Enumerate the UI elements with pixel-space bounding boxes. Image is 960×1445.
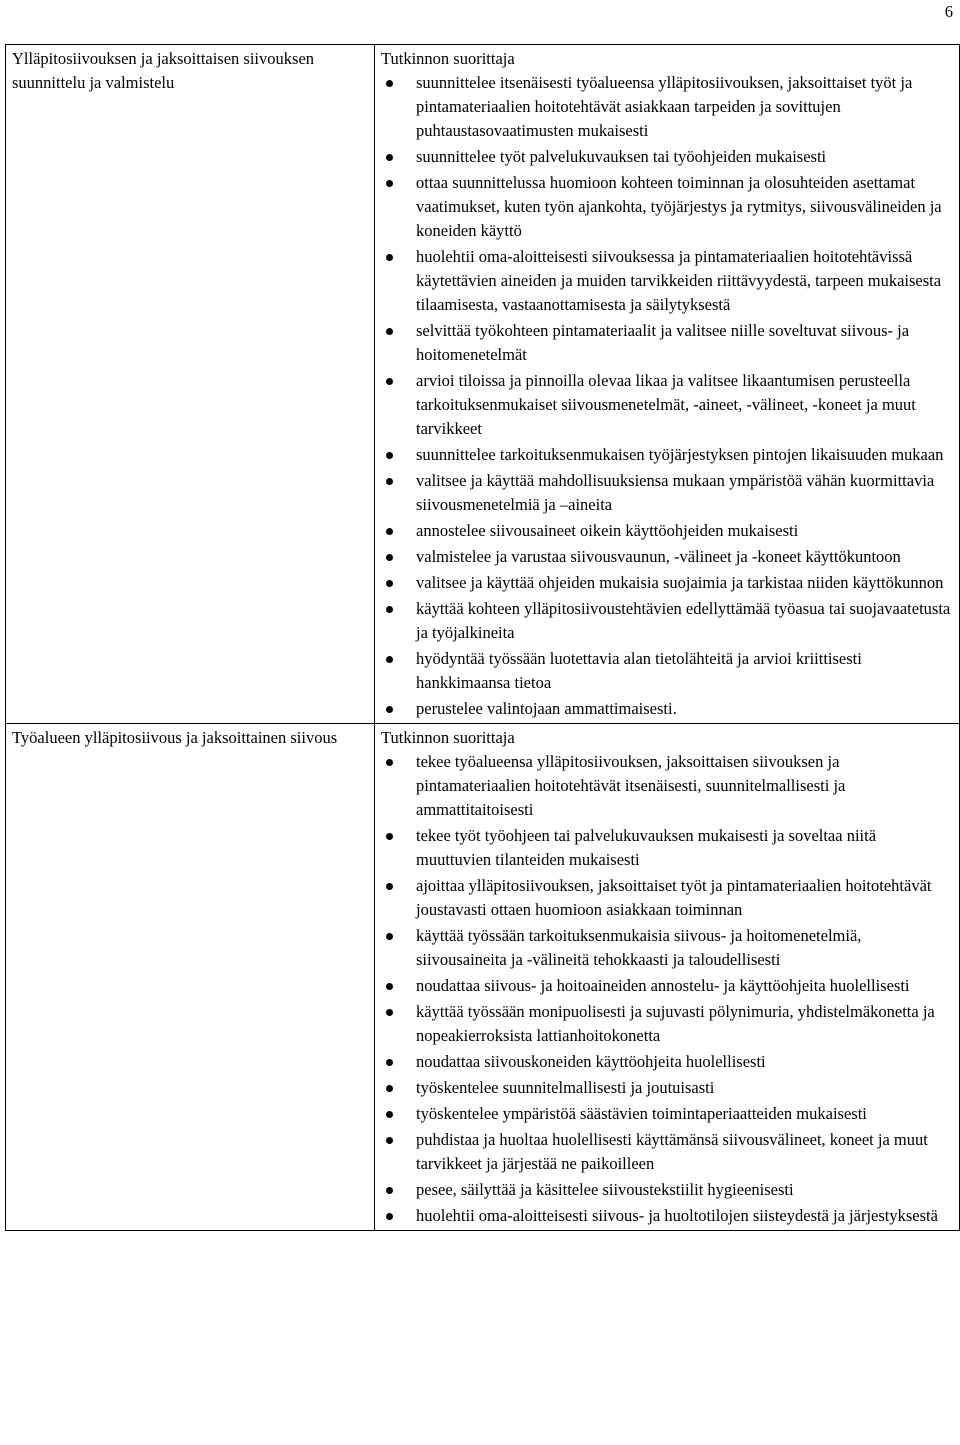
criteria-item	[381, 519, 953, 543]
bullet-icon	[386, 706, 393, 713]
criteria-item-text: huolehtii oma-aloitteisesti siivous- ja huoltotilojen siisteydestä ja järjestyksestä	[416, 1206, 938, 1225]
criteria-item	[381, 571, 953, 595]
criteria-row	[6, 45, 960, 724]
row-intro: Tutkinnon suorittaja	[381, 728, 515, 747]
criteria-item	[381, 1178, 953, 1202]
bullet-icon	[386, 180, 393, 187]
criteria-item	[381, 824, 953, 872]
criteria-item-text: tekee työalueensa ylläpitosiivouksen, jaksoittaisen siivouksen ja pintamateriaalien hoitotehtävät itsenäisesti, suunnitelmallisesti ja ammattitaitoisesti	[416, 752, 846, 819]
criteria-item-text: työskentelee ympäristöä säästävien toimintaperiaatteiden mukaisesti	[416, 1104, 867, 1123]
row-content-cell	[375, 724, 960, 1231]
bullet-icon	[386, 328, 393, 335]
criteria-list	[381, 750, 953, 1228]
row-label-cell	[6, 724, 375, 1231]
criteria-item	[381, 1000, 953, 1048]
criteria-row	[6, 724, 960, 1231]
criteria-table-body	[6, 45, 960, 1231]
bullet-icon	[386, 80, 393, 87]
criteria-item-text: annostelee siivousaineet oikein käyttöohjeiden mukaisesti	[416, 521, 799, 540]
criteria-item-text: käyttää kohteen ylläpitosiivoustehtävien edellyttämää työasua tai suojavaatetusta ja työjalkineita	[416, 599, 951, 642]
bullet-icon	[386, 378, 393, 385]
criteria-item-text: noudattaa siivous- ja hoitoaineiden annostelu- ja käyttöohjeita huolellisesti	[416, 976, 910, 995]
bullet-icon	[386, 983, 393, 990]
criteria-item	[381, 469, 953, 517]
bullet-icon	[386, 1213, 393, 1220]
row-content-cell	[375, 45, 960, 724]
criteria-item-text: suunnittelee työt palvelukuvauksen tai työohjeiden mukaisesti	[416, 147, 827, 166]
criteria-item	[381, 319, 953, 367]
criteria-table	[5, 44, 960, 1231]
bullet-icon	[386, 606, 393, 613]
criteria-item	[381, 369, 953, 441]
criteria-item-text: ajoittaa ylläpitosiivouksen, jaksoittaiset työt ja pintamateriaalien hoitotehtävät joustavasti ottaen huomioon asiakkaan toiminnan	[416, 876, 932, 919]
criteria-item-text: pesee, säilyttää ja käsittelee siivoustekstiilit hygieenisesti	[416, 1180, 794, 1199]
bullet-icon	[386, 528, 393, 535]
bullet-icon	[386, 254, 393, 261]
criteria-item-text: valitsee ja käyttää mahdollisuuksiensa mukaan ympäristöä vähän kuormittavia siivousmenetelmiä ja –aineita	[416, 471, 935, 514]
bullet-icon	[386, 554, 393, 561]
row-label: Ylläpitosiivouksen ja jaksoittaisen siivouksen suunnittelu ja valmistelu	[12, 49, 315, 92]
bullet-icon	[386, 759, 393, 766]
criteria-item-text: suunnittelee tarkoituksenmukaisen työjärjestyksen pintojen likaisuuden mukaan	[416, 445, 944, 464]
criteria-item	[381, 245, 953, 317]
criteria-item	[381, 597, 953, 645]
bullet-icon	[386, 883, 393, 890]
criteria-item-text: tekee työt työohjeen tai palvelukuvauksen mukaisesti ja soveltaa niitä muuttuvien tilanteiden mukaisesti	[416, 826, 877, 869]
criteria-item-text: noudattaa siivouskoneiden käyttöohjeita huolellisesti	[416, 1052, 766, 1071]
criteria-item	[381, 924, 953, 972]
page-number: 6	[944, 2, 953, 21]
criteria-item	[381, 1076, 953, 1100]
criteria-item-text: puhdistaa ja huoltaa huolellisesti käyttämänsä siivousvälineet, koneet ja muut tarvikkeet ja järjestää ne paikoilleen	[416, 1130, 928, 1173]
criteria-item-text: käyttää työssään tarkoituksenmukaisia siivous- ja hoitomenetelmiä, siivousaineita ja -välineitä tehokkaasti ja taloudellisesti	[416, 926, 862, 969]
criteria-item-text: valitsee ja käyttää ohjeiden mukaisia suojaimia ja tarkistaa niiden käyttökunnon	[416, 573, 944, 592]
bullet-icon	[386, 452, 393, 459]
criteria-item	[381, 443, 953, 467]
bullet-icon	[386, 1137, 393, 1144]
bullet-icon	[386, 1059, 393, 1066]
criteria-item	[381, 1128, 953, 1176]
row-label: Työalueen ylläpitosiivous ja jaksoittainen siivous	[12, 728, 338, 747]
criteria-item	[381, 647, 953, 695]
bullet-icon	[386, 1111, 393, 1118]
criteria-item	[381, 750, 953, 822]
bullet-icon	[386, 1009, 393, 1016]
criteria-item-text: työskentelee suunnitelmallisesti ja joutuisasti	[416, 1078, 715, 1097]
criteria-item	[381, 697, 953, 721]
bullet-icon	[386, 478, 393, 485]
bullet-icon	[386, 656, 393, 663]
criteria-item	[381, 1050, 953, 1074]
bullet-icon	[386, 580, 393, 587]
criteria-item	[381, 974, 953, 998]
criteria-item	[381, 1204, 953, 1228]
criteria-item	[381, 171, 953, 243]
criteria-item-text: ottaa suunnittelussa huomioon kohteen toiminnan ja olosuhteiden asettamat vaatimukset, kuten työn ajankohta, työjärjestys ja rytmitys, siivousvälineiden ja koneiden käyttö	[416, 173, 942, 240]
bullet-icon	[386, 1085, 393, 1092]
bullet-icon	[386, 933, 393, 940]
criteria-item-text: suunnittelee itsenäisesti työalueensa ylläpitosiivouksen, jaksoittaiset työt ja pintamateriaalien hoitotehtävät asiakkaan tarpeiden ja sovittujen puhtaustasovaatimusten mukaisesti	[416, 73, 913, 140]
row-label-cell	[6, 45, 375, 724]
criteria-item-text: huolehtii oma-aloitteisesti siivouksessa ja pintamateriaalien hoitotehtävissä käytettävien aineiden ja muiden tarvikkeiden riittävyydestä, tarpeen mukaisesta tilaamisesta, vastaanottamisesta ja säilytyksestä	[416, 247, 942, 314]
bullet-icon	[386, 154, 393, 161]
criteria-item	[381, 545, 953, 569]
criteria-list	[381, 71, 953, 721]
criteria-item-text: arvioi tiloissa ja pinnoilla olevaa likaa ja valitsee likaantumisen perusteella tarkoituksenmukaiset siivousmenetelmät, -aineet, -välineet, -koneet ja muut tarvikkeet	[416, 371, 916, 438]
bullet-icon	[386, 1187, 393, 1194]
criteria-item-text: valmistelee ja varustaa siivousvaunun, -välineet ja -koneet käyttökuntoon	[416, 547, 901, 566]
criteria-item	[381, 1102, 953, 1126]
criteria-item	[381, 145, 953, 169]
criteria-item	[381, 874, 953, 922]
criteria-item-text: käyttää työssään monipuolisesti ja sujuvasti pölynimuria, yhdistelmäkonetta ja nopeakierroksista lattianhoitokonetta	[416, 1002, 935, 1045]
criteria-item-text: selvittää työkohteen pintamateriaalit ja valitsee niille soveltuvat siivous- ja hoitomenetelmät	[416, 321, 910, 364]
criteria-item-text: perustelee valintojaan ammattimaisesti.	[416, 699, 677, 718]
bullet-icon	[386, 833, 393, 840]
row-intro: Tutkinnon suorittaja	[381, 49, 515, 68]
criteria-item	[381, 71, 953, 143]
criteria-item-text: hyödyntää työssään luotettavia alan tietolähteitä ja arvioi kriittisesti hankkimaansa tietoa	[416, 649, 862, 692]
